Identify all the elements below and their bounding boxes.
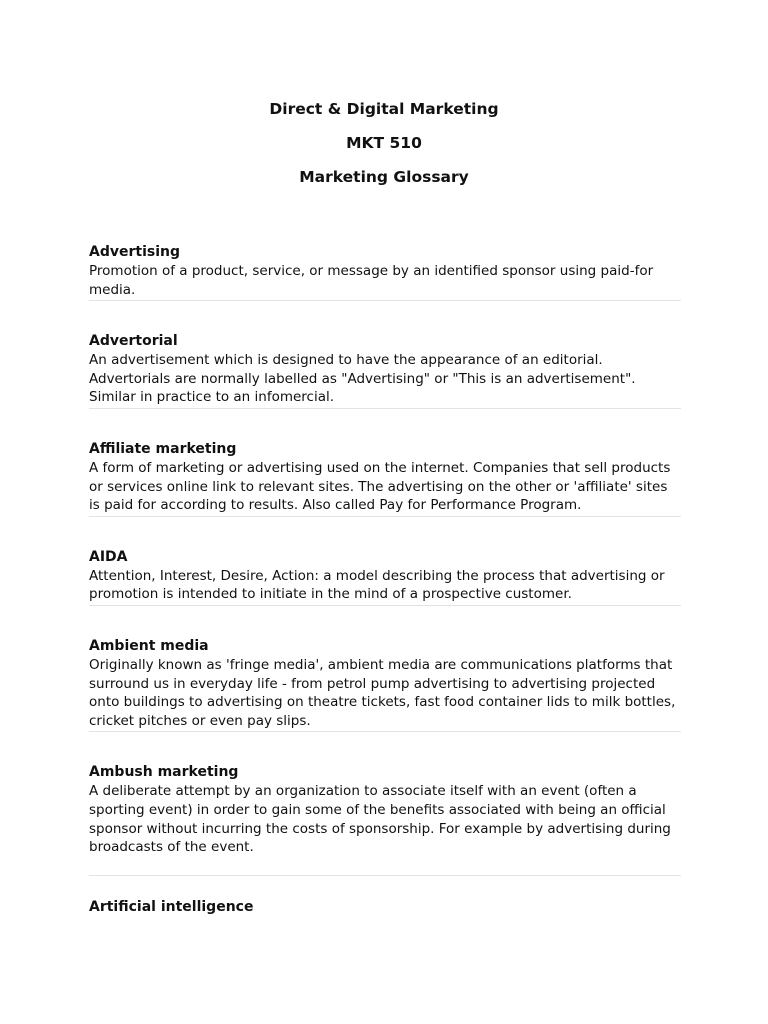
glossary-term: Affiliate marketing xyxy=(89,440,237,457)
glossary-definition: Attention, Interest, Desire, Action: a model describing the process that advertising or promotion is intended to initiate in the mind of a prospective customer. xyxy=(89,567,665,603)
glossary-entry-ambush-marketing xyxy=(89,763,681,875)
glossary-term: Ambient media xyxy=(89,637,209,654)
glossary-definition: Originally known as 'fringe media', ambient media are communications platforms that surround us in everyday life - from petrol pump advertising to advertising projected onto buildings to advertising on theatre tickets, fast food container lids to milk bottles, cricket pitches or even pay slips. xyxy=(89,656,676,729)
document-title: Marketing Glossary xyxy=(299,168,469,186)
glossary-term: AIDA xyxy=(89,548,128,565)
glossary-entry-aida xyxy=(89,548,681,606)
course-title: Direct & Digital Marketing xyxy=(269,100,499,118)
glossary-entry-advertising xyxy=(89,243,681,301)
glossary-term: Artificial intelligence xyxy=(89,898,254,915)
glossary-term: Advertorial xyxy=(89,333,178,350)
glossary-list xyxy=(89,243,681,949)
glossary-entry-affiliate-marketing xyxy=(89,440,681,517)
document-header xyxy=(0,92,768,194)
glossary-definition: Promotion of a product, service, or message by an identified sponsor using paid-for media. xyxy=(89,263,654,298)
glossary-entry-artificial-intelligence xyxy=(89,898,681,918)
glossary-entry-ambient-media xyxy=(89,637,681,732)
course-code: MKT 510 xyxy=(346,134,422,152)
glossary-definition: An advertisement which is designed to have the appearance of an editorial. Advertorials are normally labelled as "Advertising" or "This is an advertisement". Similar in practice to an infomercial. xyxy=(89,352,636,406)
glossary-term: Advertising xyxy=(89,244,180,260)
glossary-term: Ambush marketing xyxy=(89,764,239,781)
glossary-definition: A deliberate attempt by an organization to associate itself with an event (often a sporting event) in order to gain some of the benefits associated with being an official sponsor without incurring the costs of sponsorship. For example by advertising during broadcasts of the event. xyxy=(89,783,671,856)
glossary-definition: A form of marketing or advertising used on the internet. Companies that sell products or services online link to relevant sites. The advertising on the other or 'affiliate' sites is paid for according to results. Also called Pay for Performance Program. xyxy=(89,459,671,514)
glossary-entry-advertorial xyxy=(89,332,681,409)
